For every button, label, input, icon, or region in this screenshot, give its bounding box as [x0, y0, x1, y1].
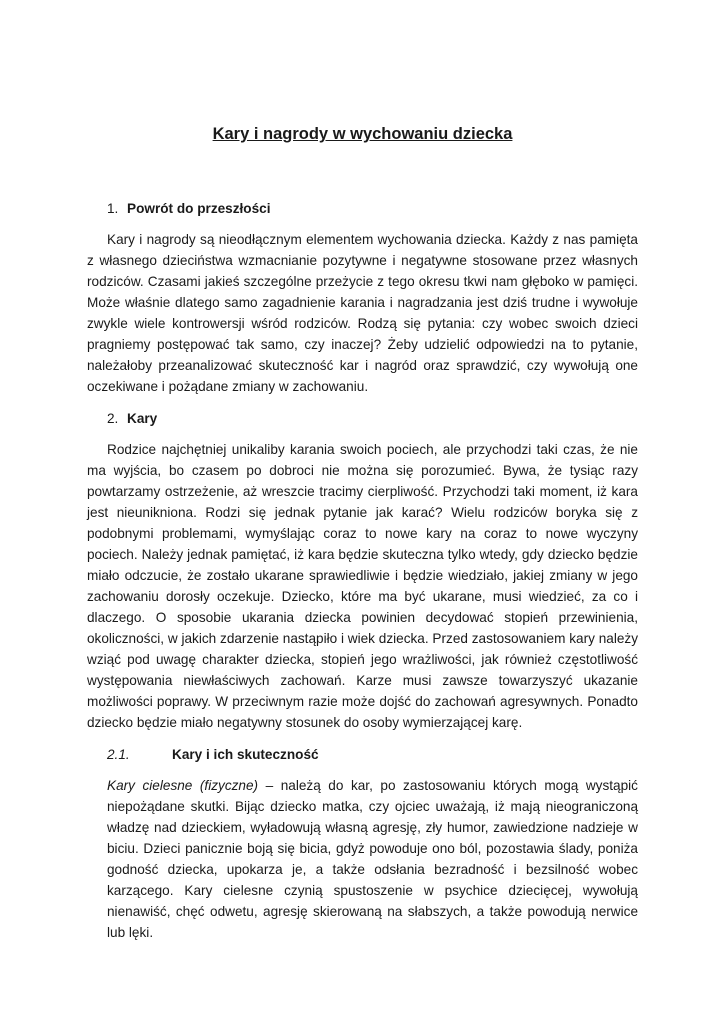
section-number: 2.: [107, 411, 119, 426]
section-paragraph: Kary i nagrody są nieodłącznym elementem wychowania dziecka. Każdy z nas pamięta z własnego dzieciństwa wzmacnianie pozytywne i negatywne stosowane przez własnych rodziców. Czasami jakieś szczególne przeżycie z tego okresu tkwi nam głęboko w pamięci. Może właśnie dlatego samo zagadnienie karania i nagradzania jest dziś trudne i wywołuje zwykle wiele kontrowersji wśród rodziców. Rodzą się pytania: czy wobec swoich dzieci pragniemy postępować tak samo, czy inaczej? Żeby udzielić odpowiedzi na to pytanie, należałoby przeanalizować skuteczność kar i nagród oraz sprawdzić, czy wywołują one oczekiwane i pożądane zmiany w zachowaniu.: [87, 232, 638, 394]
section-heading: [87, 408, 638, 429]
subsection-heading: [87, 744, 638, 765]
section-heading: [87, 198, 638, 219]
section-title: Powrót do przeszłości: [127, 201, 271, 216]
subsection-title: Kary i ich skuteczność: [172, 747, 319, 762]
term-italic: Kary cielesne (fizyczne): [107, 778, 259, 793]
subsection-paragraph-text: – należą do kar, po zastosowaniu których mogą wystąpić niepożądane skutki. Bijąc dziecko matka, czy ojciec uważają, iż mają nieograniczoną władzę nad dzieckiem, wyładowują własną agresję, zły humor, zawiedzione nadzieje w biciu. Dzieci panicznie boją się bicia, gdyż powoduje ono ból, pozostawia ślady, poniża godność dziecka, upokarza je, a także odsłania bezradność i bezsilność wobec karzącego. Kary cielesne czynią spustoszenie w psychice dziecięcej, wywołują nienawiść, chęć odwetu, agresję skierowaną na słabszych, a także powodują nerwice lub lęki.: [107, 778, 638, 940]
section-paragraph: Rodzice najchętniej unikaliby karania swoich pociech, ale przychodzi taki czas, że nie ma wyjścia, bo czasem po dobroci nie można się porozumieć. Bywa, że tysiąc razy powtarzamy ostrzeżenie, aż wreszcie tracimy cierpliwość. Przychodzi taki moment, iż kara jest nieunikniona. Rodzi się jednak pytanie jak karać? Wielu rodziców boryka się z podobnymi problemami, wymyślając coraz to nowe kary na coraz to nowe wyczyny pociech. Należy jednak pamiętać, iż kara będzie skuteczna tylko wtedy, gdy dziecko będzie miało odczucie, że zostało ukarane sprawiedliwie i będzie wiedziało, jakiej zmiany w jego zachowaniu dorosły oczekuje. Dziecko, które ma być ukarane, musi wiedzieć, za co i dlaczego. O sposobie ukarania dziecka powinien decydować stopień przewinienia, okoliczności, w jakich zdarzenie nastąpiło i wiek dziecka. Przed zastosowaniem kary należy wziąć pod uwagę charakter dziecka, stopień jego wrażliwości, jak również częstotliwość występowania niewłaściwych zachowań. Karze musi zawsze towarzyszyć ukazanie możliwości poprawy. W przeciwnym razie może dojść do zachowań agresywnych. Ponadto dziecko będzie miało negatywny stosunek do osoby wymierzającej karę.: [87, 442, 638, 730]
subsection-paragraph: [87, 775, 638, 943]
document-title: Kary i nagrody w wychowaniu dziecka: [212, 125, 513, 143]
section-number: 1.: [107, 201, 119, 216]
document-body: [87, 198, 638, 954]
section-title: Kary: [127, 411, 158, 426]
subsection-number: 2.1.: [107, 747, 130, 762]
